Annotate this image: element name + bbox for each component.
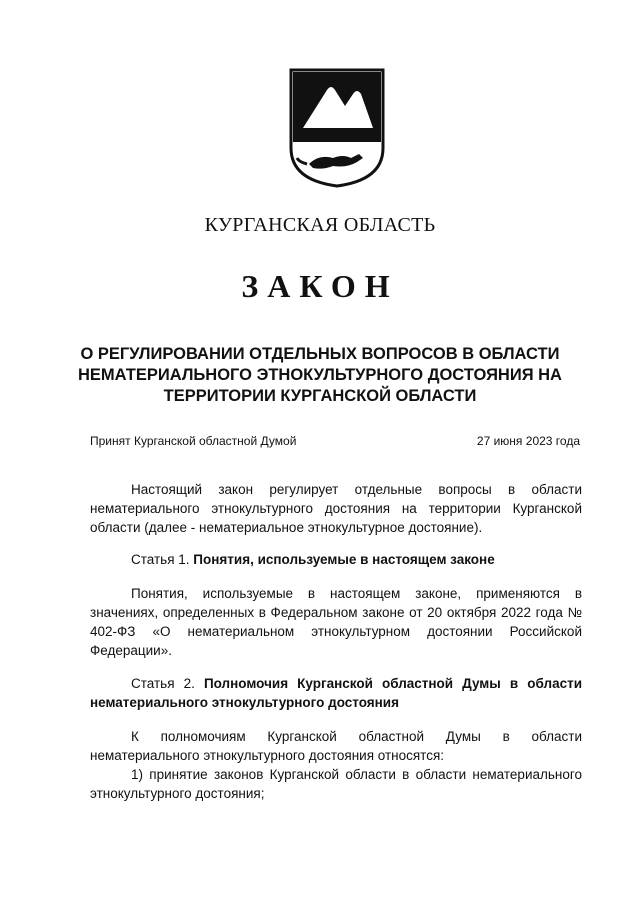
- kurgan-coat-of-arms-icon: [289, 68, 385, 188]
- accepted-by: Принят Курганской областной Думой: [90, 434, 297, 448]
- law-title: О РЕГУЛИРОВАНИИ ОТДЕЛЬНЫХ ВОПРОСОВ В ОБЛАСТИ НЕМАТЕРИАЛЬНОГО ЭТНОКУЛЬТУРНОГО ДОСТОЯНИЯ НА ТЕРРИТОРИИ КУРГАНСКОЙ ОБЛАСТИ: [78, 345, 562, 405]
- article-2-label: Статья 2.: [131, 676, 195, 691]
- document-type: ЗАКОН: [241, 268, 399, 304]
- article-1-text: Понятия, используемые в настоящем законе, применяются в значениях, определенных в Федеральном законе от 20 октября 2022 года № 402-ФЗ «О нематериальном этнокультурном достоянии Российской Федерации».: [90, 586, 582, 658]
- article-2-item-1: 1) принятие законов Курганской области в области нематериального этнокультурного достояния;: [90, 767, 582, 801]
- adoption-date: 27 июня 2023 года: [476, 434, 580, 448]
- article-1-title: Понятия, используемые в настоящем законе: [193, 552, 495, 567]
- article-2-heading: [90, 674, 582, 712]
- article-2-text: К полномочиям Курганской областной Думы в области нематериального этнокультурного достояния относятся:: [90, 729, 582, 763]
- intro-paragraph: Настоящий закон регулирует отдельные вопросы в области нематериального этнокультурного достояния на территории Курганской области (далее - нематериальное этнокультурное достояние).: [90, 482, 582, 535]
- article-1-heading: [90, 550, 582, 569]
- article-2-title: Полномочия Курганской областной Думы в области нематериального этнокультурного достояния: [90, 676, 582, 710]
- adoption-line: [90, 434, 580, 448]
- region-name: КУРГАНСКАЯ ОБЛАСТЬ: [204, 214, 436, 236]
- article-1-label: Статья 1.: [131, 552, 190, 567]
